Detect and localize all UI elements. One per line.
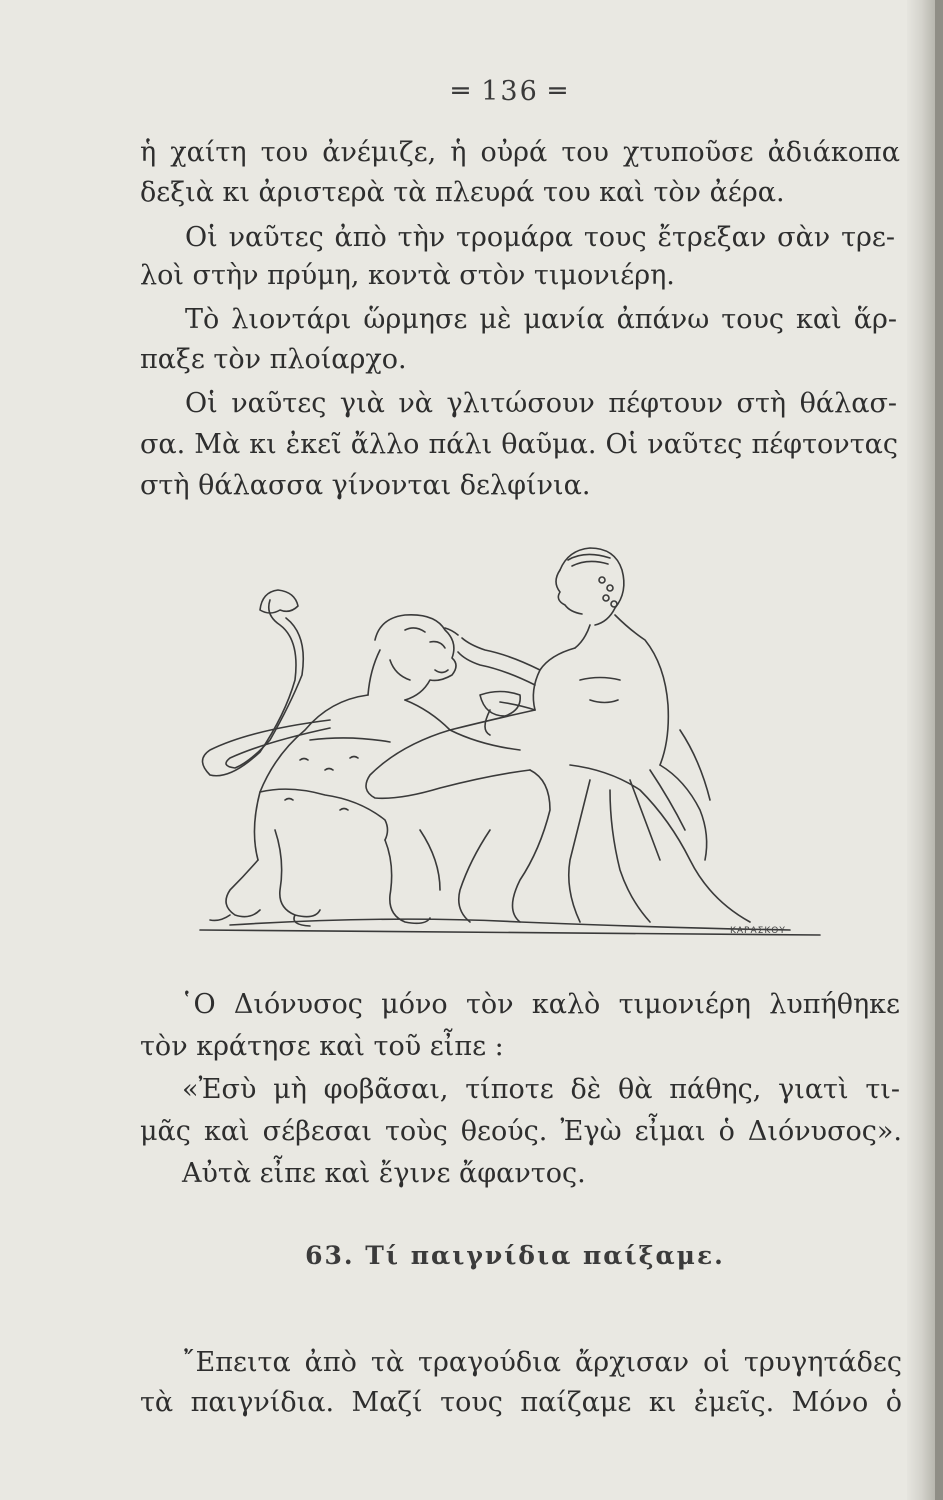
text-line: Τὸ λιοντάρι ὥρμησε μὲ μανία ἀπάνω τους καὶ ἅρ- [185,304,897,335]
page-number: ═ 136 ═ [452,76,568,107]
artist-signature: ΚΑΡΑΣΚΟΥ [730,926,786,936]
text-line: «Ἐσὺ μὴ φοβᾶσαι, τίποτε δὲ θὰ πάθης, γιατὶ τι- [182,1074,900,1105]
text-line: ἡ χαίτη του ἀνέμιζε, ἡ οὐρά του χτυποῦσε ἀδιάκοπα [140,137,900,168]
text-line: δεξιὰ κι ἀριστερὰ τὰ πλευρά του καὶ τὸν ἀέρα. [140,177,785,208]
illustration-dionysus-panther [190,530,830,950]
page-edge-border [935,0,943,1500]
text-line: μᾶς καὶ σέβεσαι τοὺς θεούς. Ἐγὼ εἶμαι ὁ Διόνυσος». [140,1116,902,1147]
text-line: τὸν κράτησε καὶ τοῦ εἶπε : [140,1031,504,1062]
line-drawing [190,530,830,950]
section-heading: 63. Τί παιγνίδια παίξαμε. [305,1241,725,1270]
text-line: ῾Ο Διόνυσος μόνο τὸν καλὸ τιμονιέρη λυπήθηκε [180,989,900,1020]
text-line: Οἱ ναῦτες γιὰ νὰ γλιτώσουν πέφτουν στὴ θάλασ- [185,388,897,419]
text-line: Αὐτὰ εἶπε καὶ ἔγινε ἄφαντος. [182,1158,586,1189]
text-line: ῎Επειτα ἀπὸ τὰ τραγούδια ἄρχισαν οἱ τρυγητάδες [182,1347,902,1378]
text-line: Οἱ ναῦτες ἀπὸ τὴν τρομάρα τους ἔτρεξαν σὰν τρε- [185,222,895,253]
text-line: σα. Μὰ κι ἐκεῖ ἄλλο πάλι θαῦμα. Οἱ ναῦτες πέφτοντας [140,429,898,460]
text-line: παξε τὸν πλοίαρχο. [140,344,407,375]
text-line: τὰ παιγνίδια. Μαζί τους παίζαμε κι ἐμεῖς. Μόνο ὁ [140,1387,902,1418]
text-line: λοὶ στὴν πρύμη, κοντὰ στὸν τιμονιέρη. [140,260,675,291]
text-line: στὴ θάλασσα γίνονται δελφίνια. [140,470,591,501]
